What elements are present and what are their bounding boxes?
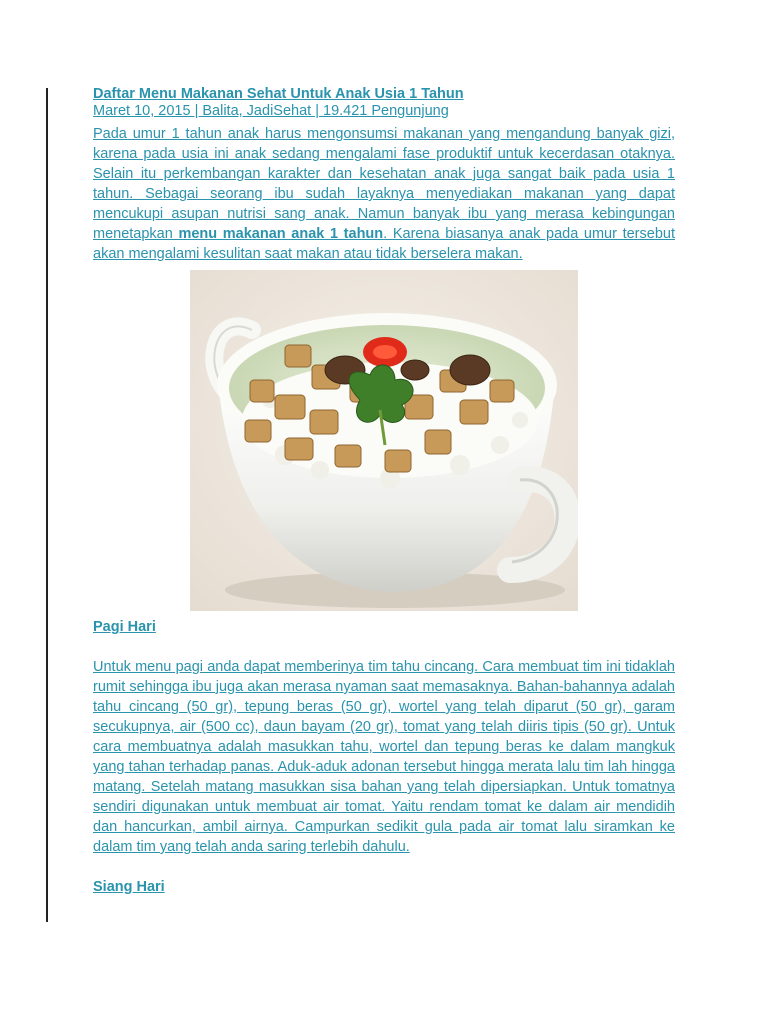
article-title[interactable]: Daftar Menu Makanan Sehat Untuk Anak Usia 1 Tahun (93, 86, 464, 102)
section-heading-pagi[interactable]: Pagi Hari (93, 619, 156, 635)
intro-text-a: Pada umur 1 tahun anak harus mengonsumsi makanan yang mengandung banyak gizi, karena pada usia ini anak sedang mengalami fase produktif untuk kecerdasan otaknya. Selain itu perkembangan karakter dan kesehatan anak juga sangat baik pada usia 1 tahun. Sebagai seorang ibu sudah layaknya menyediakan makanan yang dapat mencukupi asupan nutrisi sang anak. Namun banyak ibu yang merasa kebingungan menetapkan (93, 126, 675, 242)
article (93, 86, 675, 897)
margin-line (46, 88, 48, 922)
article-meta[interactable]: Maret 10, 2015 | Balita, JadiSehat | 19.421 Pengunjung (93, 103, 449, 119)
intro-text-b: . Karena biasanya anak pada umur tersebut akan mengalami kesulitan saat makan atau tidak berselera makan. (93, 226, 675, 262)
section-body-pagi[interactable]: Untuk menu pagi anda dapat memberinya tim tahu cincang. Cara membuat tim ini tidaklah rumit sehingga ibu juga akan merasa nyaman saat memasaknya. Bahan-bahannya adalah tahu cincang (50 gr), tepung beras (50 gr), wortel yang telah diparut (50 gr), garam secukupnya, air (500 cc), daun bayam (20 gr), tomat yang telah diiris tipis (50 gr). Untuk cara membuatnya adalah masukkan tahu, wortel dan tepung beras ke dalam mangkuk yang tahan terhadap panas. Aduk-aduk adonan tersebut hingga merata lalu tim lah hingga matang. Setelah matang masukkan sisa bahan yang telah dipersiapkan. Untuk tomatnya sendiri digunakan untuk membuat air tomat. Yaitu rendam tomat ke dalam air mendidih dan hancurkan, ambil airnya. Campurkan sedikit gula pada air tomat lalu siramkan ke dalam tim yang telah anda saring terlebih dahulu. (93, 659, 675, 855)
intro-paragraph[interactable] (93, 124, 675, 264)
intro-keyword[interactable]: menu makanan anak 1 tahun (178, 226, 384, 242)
section-heading-siang[interactable]: Siang Hari (93, 879, 165, 895)
porridge-bowl-image (190, 270, 578, 611)
porridge-bowl-illustration (190, 270, 578, 611)
